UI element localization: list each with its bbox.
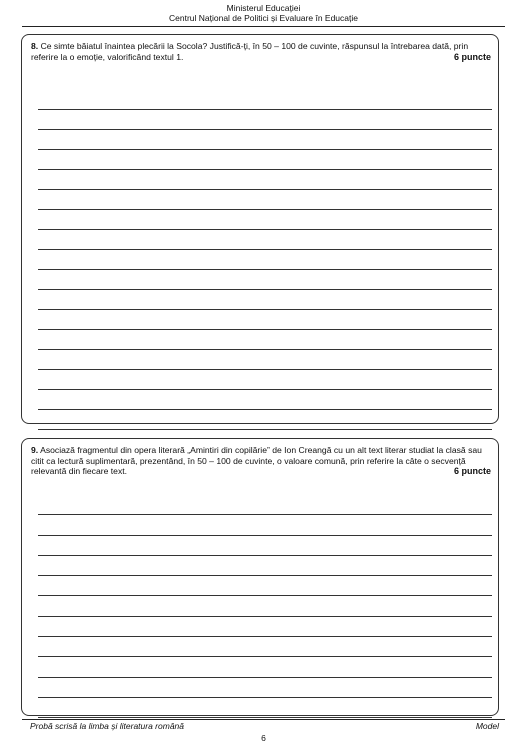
- answer-line[interactable]: [38, 637, 492, 657]
- answer-line[interactable]: [38, 110, 492, 130]
- question-9-box: [21, 438, 499, 716]
- question-8-points: 6 puncte: [453, 51, 491, 62]
- answer-line[interactable]: [38, 370, 492, 390]
- footer-exam-title: Probă scrisă la limba și literatura română: [30, 721, 185, 731]
- answer-line[interactable]: [38, 310, 492, 330]
- answer-line[interactable]: [38, 390, 492, 410]
- answer-line[interactable]: [38, 170, 492, 190]
- answer-line[interactable]: [38, 190, 492, 210]
- footer-divider: [22, 719, 505, 720]
- answer-line[interactable]: [38, 657, 492, 677]
- question-9-answer-lines[interactable]: [38, 495, 492, 718]
- answer-line[interactable]: [38, 536, 492, 556]
- answer-line[interactable]: [38, 698, 492, 718]
- answer-line[interactable]: [38, 230, 492, 250]
- answer-line[interactable]: [38, 150, 492, 170]
- header-divider: [22, 26, 505, 27]
- question-9-prompt: Asociază fragmentul din opera literară „Amintiri din copilărie” de Ion Creangă cu un alt text literar studiat la clasă sau citit ca lectură suplimentară, prezentând, în 50 – 100 de cuvinte, o valoare comună, prin referire la câte o secvență relevantă din fiecare text.: [31, 445, 482, 476]
- question-8-box: [21, 34, 499, 424]
- answer-line[interactable]: [38, 515, 492, 535]
- question-9-points: 6 puncte: [453, 466, 491, 476]
- answer-line[interactable]: [38, 576, 492, 596]
- answer-line[interactable]: [38, 250, 492, 270]
- answer-line[interactable]: [38, 410, 492, 430]
- answer-line[interactable]: [38, 270, 492, 290]
- question-9-text-block: [31, 445, 491, 477]
- answer-line[interactable]: [38, 130, 492, 150]
- page-number: 6: [261, 733, 266, 743]
- answer-line[interactable]: [38, 330, 492, 350]
- answer-line[interactable]: [38, 290, 492, 310]
- header-ministry: Ministerul Educației: [226, 3, 301, 13]
- footer-model-label: Model: [475, 721, 499, 731]
- answer-line[interactable]: [38, 90, 492, 110]
- question-9-number: 9.: [31, 445, 39, 455]
- header-center: Centrul Național de Politici și Evaluare în Educație: [169, 13, 358, 23]
- answer-line[interactable]: [38, 556, 492, 576]
- question-8-text-block: [31, 41, 491, 62]
- question-8-number: 8.: [31, 41, 39, 51]
- question-8-answer-lines[interactable]: [38, 90, 492, 430]
- answer-line[interactable]: [38, 350, 492, 370]
- answer-line[interactable]: [38, 210, 492, 230]
- answer-line[interactable]: [38, 596, 492, 616]
- answer-line[interactable]: [38, 495, 492, 515]
- question-8-prompt: Ce simte băiatul înaintea plecării la Socola? Justifică-ți, în 50 – 100 de cuvinte, răspunsul la întrebarea dată, prin referire la o emoție, valorificând textul 1.: [31, 41, 469, 62]
- answer-line[interactable]: [38, 678, 492, 698]
- answer-line[interactable]: [38, 617, 492, 637]
